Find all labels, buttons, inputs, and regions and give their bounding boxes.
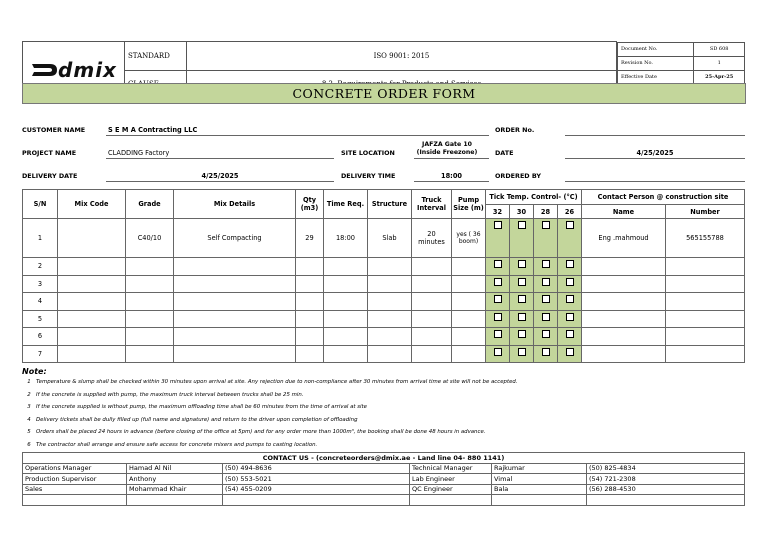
cell-contact-name[interactable] [582, 345, 666, 363]
temp-cell [486, 219, 510, 258]
cell-contact-name[interactable] [582, 275, 666, 293]
checkbox[interactable] [518, 278, 526, 286]
col-contact-person: Contact Person @ construction site [582, 190, 745, 205]
temp-cell [486, 293, 510, 311]
checkbox[interactable] [566, 295, 574, 303]
cell-mix-code[interactable] [58, 219, 126, 258]
contact-name [492, 495, 587, 506]
cell-sn[interactable]: 1 [23, 219, 58, 258]
cell-time-req[interactable] [324, 258, 368, 276]
contact-phone: (56) 288-4530 [587, 484, 745, 495]
cell-mix-code[interactable] [58, 345, 126, 363]
cell-structure[interactable]: Slab [368, 219, 412, 258]
pump-line: boom) [458, 238, 479, 245]
checkbox[interactable] [518, 330, 526, 338]
cell-contact-name[interactable] [582, 310, 666, 328]
cell-contact-number[interactable] [666, 310, 745, 328]
cell-grade[interactable] [126, 258, 174, 276]
temp-cell [510, 310, 534, 328]
temp-cell [558, 345, 582, 363]
temp-cell [534, 275, 558, 293]
temp-cell [558, 258, 582, 276]
delivery-time-value[interactable]: 18:00 [441, 172, 462, 180]
col-temp-26: 26 [558, 205, 582, 219]
cell-contact-name[interactable] [582, 293, 666, 311]
site-location-value[interactable] [416, 141, 478, 157]
checkbox[interactable] [566, 221, 574, 229]
contact-role: Production Supervisor [23, 474, 127, 485]
cell-truck-interval[interactable] [412, 293, 452, 311]
cell-truck-interval[interactable] [412, 328, 452, 346]
contact-row [23, 484, 745, 495]
cell-truck-interval[interactable] [412, 258, 452, 276]
checkbox[interactable] [542, 221, 550, 229]
contact-name [127, 495, 223, 506]
cell-grade[interactable] [126, 293, 174, 311]
cell-contact-number[interactable] [666, 293, 745, 311]
cell-time-req[interactable] [324, 345, 368, 363]
pump-line: yes ( 36 [456, 231, 481, 238]
temp-cell [510, 219, 534, 258]
col-pump-size: Pump Size (m) [452, 190, 486, 219]
cell-structure[interactable] [368, 345, 412, 363]
cell-structure[interactable] [368, 310, 412, 328]
col-mix-code: Mix Code [58, 190, 126, 219]
contact-name: Rajkumar [492, 463, 587, 474]
notes-section [22, 367, 745, 452]
cell-truck-interval[interactable] [412, 275, 452, 293]
cell-sn[interactable]: 7 [23, 345, 58, 363]
meta-label: Document No. [618, 42, 694, 56]
dmix-logo-icon [30, 62, 58, 78]
col-mix-details: Mix Details [174, 190, 296, 219]
table-row [23, 310, 745, 328]
cell-time-req[interactable]: 18:00 [324, 219, 368, 258]
cell-qty[interactable] [296, 293, 324, 311]
note-text: Orders shall be placed 24 hours in advance (before closing of the office at 5pm) and for any order more than 1000m³, the booking shall be done 48 hours in advance. [36, 429, 486, 436]
checkbox[interactable] [494, 221, 502, 229]
col-truck-interval: Truck Interval [412, 190, 452, 219]
col-sn: S/N [23, 190, 58, 219]
cell-time-req[interactable] [324, 293, 368, 311]
order-no-label: ORDER No. [495, 126, 535, 134]
contact-name: Anthony [127, 474, 223, 485]
customer-name-value[interactable]: S E M A Contracting LLC [108, 126, 198, 134]
cell-contact-name[interactable] [582, 258, 666, 276]
cell-mix-details[interactable] [174, 328, 296, 346]
contact-role: Operations Manager [23, 463, 127, 474]
cell-qty[interactable] [296, 258, 324, 276]
cell-time-req[interactable] [324, 310, 368, 328]
checkbox[interactable] [494, 313, 502, 321]
cell-mix-code[interactable] [58, 328, 126, 346]
col-temp-28: 28 [534, 205, 558, 219]
standard-value: ISO 9001: 2015 [187, 42, 617, 71]
note-number: 4 [27, 416, 31, 423]
cell-contact-name[interactable]: Eng .mahmoud [582, 219, 666, 258]
contact-name: Hamad Al Nil [127, 463, 223, 474]
contact-phone [587, 495, 745, 506]
table-row [23, 275, 745, 293]
form-title: CONCRETE ORDER FORM [22, 83, 746, 104]
contact-name: Bala [492, 484, 587, 495]
contact-role [23, 495, 127, 506]
cell-grade[interactable] [126, 275, 174, 293]
meta-value: 1 [694, 56, 745, 70]
delivery-date-label: DELIVERY DATE [22, 172, 78, 180]
cell-structure[interactable] [368, 293, 412, 311]
cell-qty[interactable] [296, 275, 324, 293]
cell-mix-code[interactable] [58, 275, 126, 293]
col-contact-number: Number [666, 205, 745, 219]
table-row [23, 345, 745, 363]
cell-pump-size[interactable] [452, 345, 486, 363]
note-text: Temperature & slump shall be checked within 30 minutes upon arrival at site. Any rejection due to non-compliance after 30 minutes from arrival time at site will not be accepted. [36, 379, 518, 385]
temp-cell [510, 258, 534, 276]
contact-phone: (50) 825-4834 [587, 463, 745, 474]
temp-cell [558, 328, 582, 346]
cell-mix-code[interactable] [58, 310, 126, 328]
cell-truck-interval[interactable] [412, 345, 452, 363]
checkbox[interactable] [542, 313, 550, 321]
brand-name: dmix [58, 58, 117, 82]
note-number: 1 [27, 379, 31, 385]
contact-name: Vimal [492, 474, 587, 485]
cell-sn[interactable]: 5 [23, 310, 58, 328]
note-text: If the concrete is supplied with pump, the maximum truck interval between trucks shall be 25 min. [36, 391, 304, 398]
checkbox[interactable] [518, 260, 526, 268]
checkbox[interactable] [542, 295, 550, 303]
temp-cell [558, 219, 582, 258]
cell-qty[interactable]: 29 [296, 219, 324, 258]
note-item [22, 401, 745, 414]
temp-cell [534, 328, 558, 346]
cell-mix-details[interactable] [174, 345, 296, 363]
cell-mix-details[interactable]: Self Compacting [174, 219, 296, 258]
cell-structure[interactable] [368, 328, 412, 346]
cell-truck-interval[interactable] [412, 219, 452, 258]
contact-phone: (50) 494-8636 [223, 463, 410, 474]
temp-cell [534, 258, 558, 276]
temp-cell [510, 293, 534, 311]
contact-name: Mohammad Khair [127, 484, 223, 495]
cell-time-req[interactable] [324, 328, 368, 346]
checkbox[interactable] [494, 260, 502, 268]
contact-role: Sales [23, 484, 127, 495]
temp-cell [558, 293, 582, 311]
standard-label: STANDARD [125, 42, 187, 71]
cell-pump-size[interactable] [452, 258, 486, 276]
temp-cell [510, 328, 534, 346]
note-number: 2 [27, 391, 31, 398]
checkbox[interactable] [542, 278, 550, 286]
cell-mix-details[interactable] [174, 275, 296, 293]
order-table [22, 189, 745, 363]
note-item [22, 426, 745, 439]
col-temp-30: 30 [510, 205, 534, 219]
col-temp-32: 32 [486, 205, 510, 219]
meta-value: SD 608 [694, 42, 745, 56]
cell-sn[interactable]: 6 [23, 328, 58, 346]
notes-heading: Note: [22, 367, 47, 376]
note-item [22, 376, 745, 389]
contact-role: Technical Manager [410, 463, 492, 474]
col-qty: Qty (m3) [296, 190, 324, 219]
table-row [23, 258, 745, 276]
checkbox[interactable] [518, 295, 526, 303]
cell-mix-details[interactable] [174, 310, 296, 328]
contact-phone: (54) 455-0209 [223, 484, 410, 495]
checkbox[interactable] [518, 221, 526, 229]
checkbox[interactable] [542, 330, 550, 338]
contact-row [23, 474, 745, 485]
cell-contact-number[interactable] [666, 328, 745, 346]
col-contact-name: Name [582, 205, 666, 219]
cell-truck-interval[interactable] [412, 310, 452, 328]
contact-phone: (50) 553-5021 [223, 474, 410, 485]
site-location-line: JAFZA Gate 10 [422, 141, 472, 148]
cell-grade[interactable] [126, 310, 174, 328]
delivery-date-value[interactable]: 4/25/2025 [201, 172, 239, 180]
cell-qty[interactable] [296, 310, 324, 328]
checkbox[interactable] [566, 313, 574, 321]
cell-sn[interactable]: 2 [23, 258, 58, 276]
cell-structure[interactable] [368, 258, 412, 276]
truck-interval-line: minutes [418, 238, 445, 246]
temp-cell [534, 345, 558, 363]
cell-contact-name[interactable] [582, 328, 666, 346]
temp-cell [486, 275, 510, 293]
note-item [22, 414, 745, 427]
meta-label: Revision No. [618, 56, 694, 70]
date-value[interactable]: 4/25/2025 [636, 149, 674, 157]
temp-cell [486, 345, 510, 363]
table-row [23, 328, 745, 346]
note-text: The contractor shall arrange and ensure safe access for concrete mixers and pumps to casting location. [36, 441, 318, 448]
col-time-req: Time Req. [324, 190, 368, 219]
checkbox[interactable] [566, 348, 574, 356]
cell-pump-size[interactable] [452, 219, 486, 258]
cell-qty[interactable] [296, 345, 324, 363]
contact-role: QC Engineer [410, 484, 492, 495]
project-name-value[interactable]: CLADDING Factory [108, 149, 170, 157]
col-structure: Structure [368, 190, 412, 219]
site-location-label: SITE LOCATION [341, 149, 395, 157]
checkbox[interactable] [494, 348, 502, 356]
customer-name-label: CUSTOMER NAME [22, 126, 86, 134]
checkbox[interactable] [566, 330, 574, 338]
cell-mix-details[interactable] [174, 293, 296, 311]
temp-cell [558, 275, 582, 293]
temp-cell [510, 275, 534, 293]
col-tick-temp: Tick Temp. Control- (°C) [486, 190, 582, 205]
table-row [23, 219, 745, 258]
cell-mix-code[interactable] [58, 258, 126, 276]
contact-phone [223, 495, 410, 506]
checkbox[interactable] [494, 295, 502, 303]
ordered-by-label: ORDERED BY [495, 172, 541, 180]
cell-structure[interactable] [368, 275, 412, 293]
meta-label: Effective Date [618, 70, 694, 84]
cell-mix-details[interactable] [174, 258, 296, 276]
contact-row [23, 495, 745, 506]
project-name-label: PROJECT NAME [22, 149, 77, 157]
note-item [22, 389, 745, 402]
temp-cell [510, 345, 534, 363]
col-grade: Grade [126, 190, 174, 219]
delivery-time-label: DELIVERY TIME [341, 172, 396, 180]
note-number: 3 [27, 404, 31, 411]
checkbox[interactable] [494, 278, 502, 286]
cell-pump-size[interactable] [452, 293, 486, 311]
checkbox[interactable] [518, 348, 526, 356]
cell-grade[interactable]: C40/10 [126, 219, 174, 258]
cell-pump-size[interactable] [452, 275, 486, 293]
note-item [22, 439, 745, 452]
temp-cell [534, 310, 558, 328]
contact-role: Lab Engineer [410, 474, 492, 485]
cell-contact-number[interactable] [666, 275, 745, 293]
truck-interval-line: 20 [427, 230, 436, 238]
checkbox[interactable] [542, 348, 550, 356]
note-text: If the concrete supplied is without pump, the maximum offloading time shall be 60 minutes from the time of arrival at site [36, 404, 367, 411]
checkbox[interactable] [518, 313, 526, 321]
contact-phone: (54) 721-2308 [587, 474, 745, 485]
date-label: DATE [495, 149, 514, 157]
cell-sn[interactable]: 3 [23, 275, 58, 293]
site-location-line: (Inside Freezone) [416, 149, 478, 156]
temp-cell [486, 328, 510, 346]
cell-pump-size[interactable] [452, 310, 486, 328]
checkbox[interactable] [566, 260, 574, 268]
cell-contact-number[interactable] [666, 345, 745, 363]
temp-cell [534, 219, 558, 258]
contact-heading: CONTACT US - (concreteorders@dmix.ae - Land line 04- 880 1141) [23, 453, 745, 464]
checkbox[interactable] [542, 260, 550, 268]
cell-grade[interactable] [126, 328, 174, 346]
cell-qty[interactable] [296, 328, 324, 346]
cell-sn[interactable]: 4 [23, 293, 58, 311]
note-number: 5 [27, 429, 31, 436]
temp-cell [534, 293, 558, 311]
temp-cell [558, 310, 582, 328]
contact-table [22, 452, 745, 506]
contact-row [23, 463, 745, 474]
meta-value: 25-Apr-25 [694, 70, 745, 84]
checkbox[interactable] [566, 278, 574, 286]
table-row [23, 293, 745, 311]
cell-time-req[interactable] [324, 275, 368, 293]
temp-cell [486, 310, 510, 328]
cell-contact-number[interactable] [666, 258, 745, 276]
temp-cell [486, 258, 510, 276]
checkbox[interactable] [494, 330, 502, 338]
cell-contact-number[interactable]: 565155788 [666, 219, 745, 258]
cell-mix-code[interactable] [58, 293, 126, 311]
cell-grade[interactable] [126, 345, 174, 363]
note-text: Delivery tickets shall be dully filled up (full name and signature) and return to the driver upon completion of offloading [36, 416, 358, 423]
note-number: 6 [27, 441, 31, 448]
cell-pump-size[interactable] [452, 328, 486, 346]
contact-role [410, 495, 492, 506]
